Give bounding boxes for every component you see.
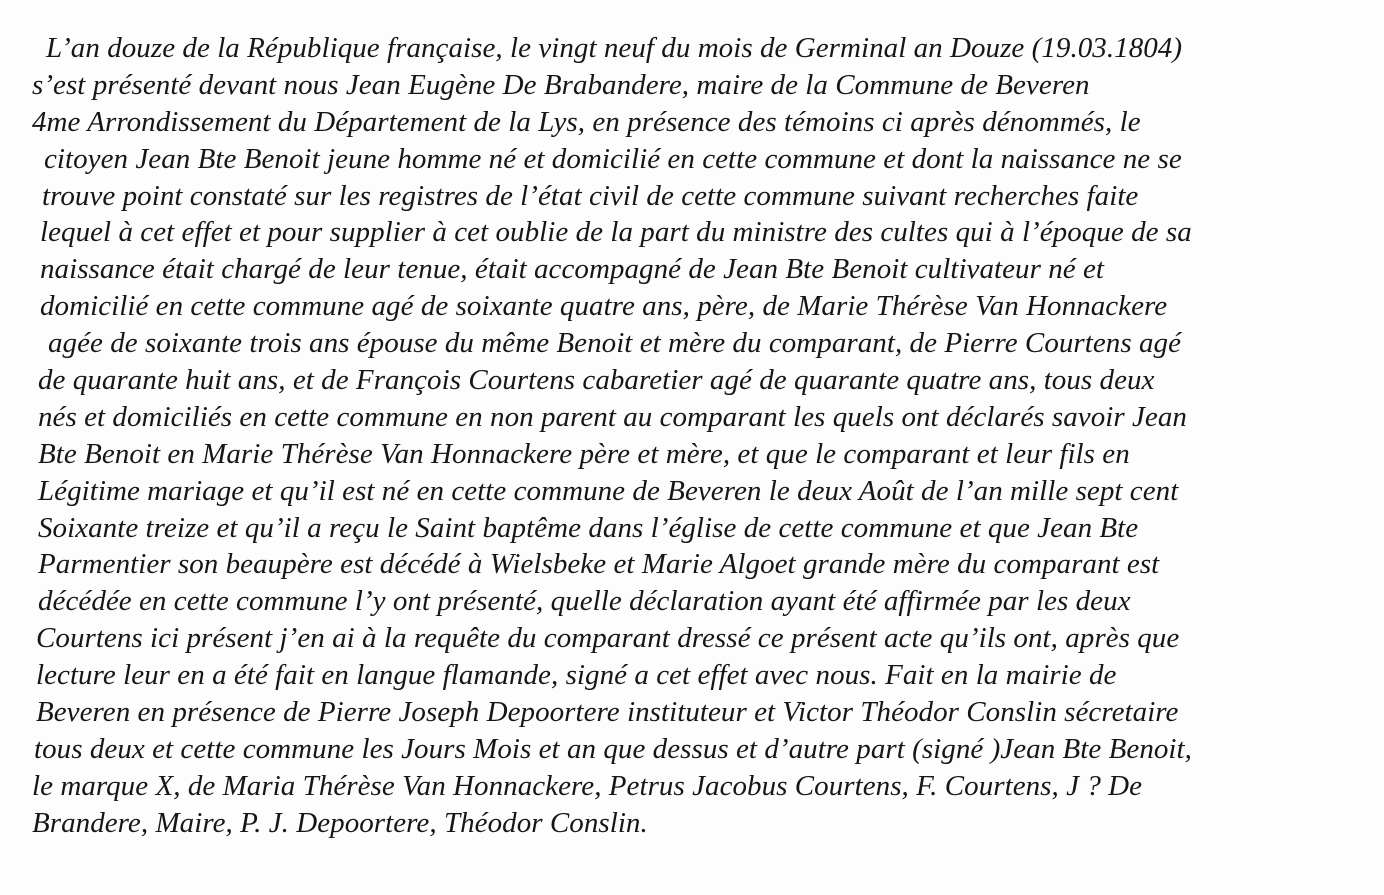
text-line-12: Bte Benoit en Marie Thérèse Van Honnackere père et mère, et que le comparant et leur fils en (38, 437, 1130, 470)
text-line-6: lequel à cet effet et pour supplier à cet oublie de la part du ministre des cultes qui à l’époque de sa (40, 216, 1192, 249)
text-line-16: décédée en cette commune l’y ont présenté, quelle déclaration ayant été affirmée par les deux (38, 585, 1131, 618)
text-line-9: agée de soixante trois ans épouse du même Benoit et mère du comparant, de Pierre Courtens agé (48, 327, 1181, 360)
text-line-10: de quarante huit ans, et de François Courtens cabaretier agé de quarante quatre ans, tous deux (38, 364, 1155, 397)
text-line-1: L’an douze de la République française, le vingt neuf du mois de Germinal an Douze (19.03.1804) (46, 32, 1183, 64)
text-line-19: Beveren en présence de Pierre Joseph Depoortere instituteur et Victor Théodor Conslin sécretaire (36, 696, 1179, 729)
text-line-4: citoyen Jean Bte Benoit jeune homme né et domicilié en cette commune et dont la naissance ne se (44, 142, 1182, 175)
text-line-22: Brandere, Maire, P. J. Depoortere, Théodor Conslin. (32, 806, 648, 839)
text-line-8: domicilié en cette commune agé de soixante quatre ans, père, de Marie Thérèse Van Honnackere (40, 290, 1168, 323)
text-line-13: Légitime mariage et qu’il est né en cette commune de Beveren le deux Août de l’an mille sept cent (38, 474, 1179, 507)
text-line-2: s’est présenté devant nous Jean Eugène De Brabandere, maire de la Commune de Beveren (32, 68, 1090, 101)
text-line-17: Courtens ici présent j’en ai à la requête du comparant dressé ce présent acte qu’ils ont, après que (36, 622, 1180, 655)
text-line-11: nés et domiciliés en cette commune en non parent au comparant les quels ont déclarés savoir Jean (38, 400, 1187, 433)
text-line-3: 4me Arrondissement du Département de la Lys, en présence des témoins ci après dénommés, le (32, 105, 1141, 138)
text-line-20: tous deux et cette commune les Jours Mois et an que dessus et d’autre part (signé )Jean Bte Benoit, (34, 732, 1192, 765)
text-line-15: Parmentier son beaupère est décédé à Wielsbeke et Marie Algoet grande mère du comparant est (38, 548, 1160, 581)
text-line-7: naissance était chargé de leur tenue, était accompagné de Jean Bte Benoit cultivateur né et (40, 253, 1105, 286)
text-line-21: le marque X, de Maria Thérèse Van Honnackere, Petrus Jacobus Courtens, F. Courtens, J ? De (32, 769, 1143, 802)
text-line-14: Soixante treize et qu’il a reçu le Saint baptême dans l’église de cette commune et que Jean Bte (38, 511, 1139, 544)
text-line-18: lecture leur en a été fait en langue flamande, signé a cet effet avec nous. Fait en la mairie de (36, 659, 1117, 692)
text-line-5: trouve point constaté sur les registres de l’état civil de cette commune suivant recherches faite (42, 179, 1139, 212)
transcription-text (28, 30, 1378, 842)
